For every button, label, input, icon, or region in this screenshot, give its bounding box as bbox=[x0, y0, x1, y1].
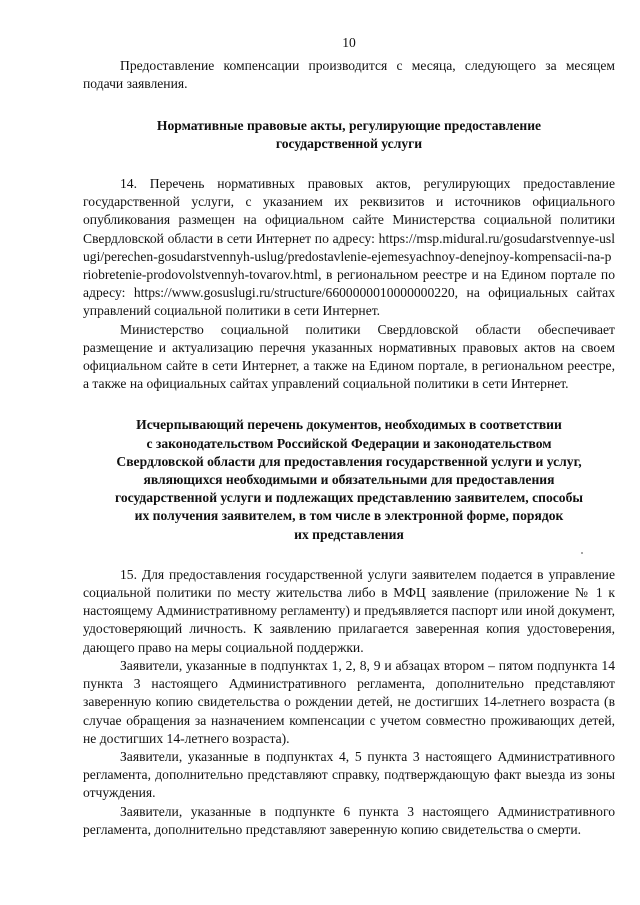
scan-speck bbox=[581, 552, 583, 554]
paragraph-14-text: на официальных сайтах управлений социальной политики в сети Интернет. bbox=[83, 285, 615, 319]
page-number: 10 bbox=[342, 35, 356, 50]
section-heading-legal-acts bbox=[83, 117, 615, 153]
paragraph-ministry: Министерство социальной политики Свердловской области обеспечивает размещение и актуализацию перечня указанных нормативных правовых актов на своем официальном сайте в сети Интернет, а также на Едином портале, в региональном реестре, а также на официальных сайтах управлений социальной политики в сети Интернет. bbox=[83, 321, 615, 392]
url-gosuslugi: https://www.gosuslugi.ru/structure/6600000010000000220, bbox=[133, 285, 459, 301]
paragraph-applicants-children: Заявители, указанные в подпунктах 1, 2, 8, 9 и абзацах втором – пятом подпункта 14 пункта 3 настоящего Административного регламента, дополнительно представляют заверенную копию свидетельства о рождении детей, не достигших 14-летнего возраста (в случае обращения за назначением компенсации с учетом совместно проживающих детей, не достигших 14-летнего возраста). bbox=[83, 657, 615, 746]
heading-line: государственной услуги bbox=[275, 135, 423, 151]
paragraph-14-text: в региональном реестре и на Едином портале по адресу: bbox=[83, 267, 615, 301]
heading-line: их представления bbox=[294, 526, 404, 542]
heading-line: Исчерпывающий перечень документов, необходимых в соответствии bbox=[136, 417, 562, 433]
paragraph-compensation-start: Предоставление компенсации производится с месяца, следующего за месяцем подачи заявления. bbox=[83, 58, 615, 92]
heading-line: являющихся необходимыми и обязательными для предоставления bbox=[143, 472, 555, 488]
paragraph-14-text: 14. Перечень нормативных правовых актов, регулирующих предоставление государственной услуги, с указанием их реквизитов и источников официального опубликования размещен на официальном сайте Министерства социальной политики Свердловской области в сети Интернет по адресу: bbox=[83, 176, 615, 246]
heading-line: государственной услуги и подлежащих представлению заявителем, способы bbox=[114, 490, 584, 506]
paragraph-applicants-death-certificate: Заявители, указанные в подпункте 6 пункта 3 настоящего Административного регламента, дополнительно представляют заверенную копию свидетельства о смерти. bbox=[83, 803, 615, 837]
heading-line: Нормативные правовые акты, регулирующие предоставление bbox=[156, 117, 542, 133]
paragraph-14 bbox=[83, 175, 615, 321]
paragraph-15: 15. Для предоставления государственной услуги заявителем подается в управление социальной политики по месту жительства либо в МФЦ заявление (приложение № 1 к настоящему Административному регламенту) и предъявляется паспорт или иной документ, удостоверяющий личность. К заявлению прилагается заверенная копия удостоверения, дающего право на меры социальной поддержки. bbox=[83, 566, 615, 655]
heading-line: их получения заявителем, в том числе в электронной форме, порядок bbox=[134, 508, 564, 524]
document-page bbox=[83, 34, 615, 839]
heading-line: Свердловской области для предоставления государственной услуги и услуг, bbox=[116, 453, 582, 469]
url-msp-midural: https://msp.midural.ru/gosudarstvennye-uslugi/perechen-gosudarstvennyh-uslug/predostavlenie-ejemesyachnoy-denejnoy-kompensacii-na-priobretenie-prodovolstvennyh-tovarov.html, bbox=[83, 230, 615, 283]
section-heading-documents bbox=[83, 416, 615, 543]
heading-line: с законодательством Российской Федерации и законодательством bbox=[146, 435, 552, 451]
paragraph-applicants-exclusion-zone: Заявители, указанные в подпунктах 4, 5 пункта 3 настоящего Административного регламента, дополнительно представляют справку, подтверждающую факт выезда из зоны отчуждения. bbox=[83, 748, 615, 801]
